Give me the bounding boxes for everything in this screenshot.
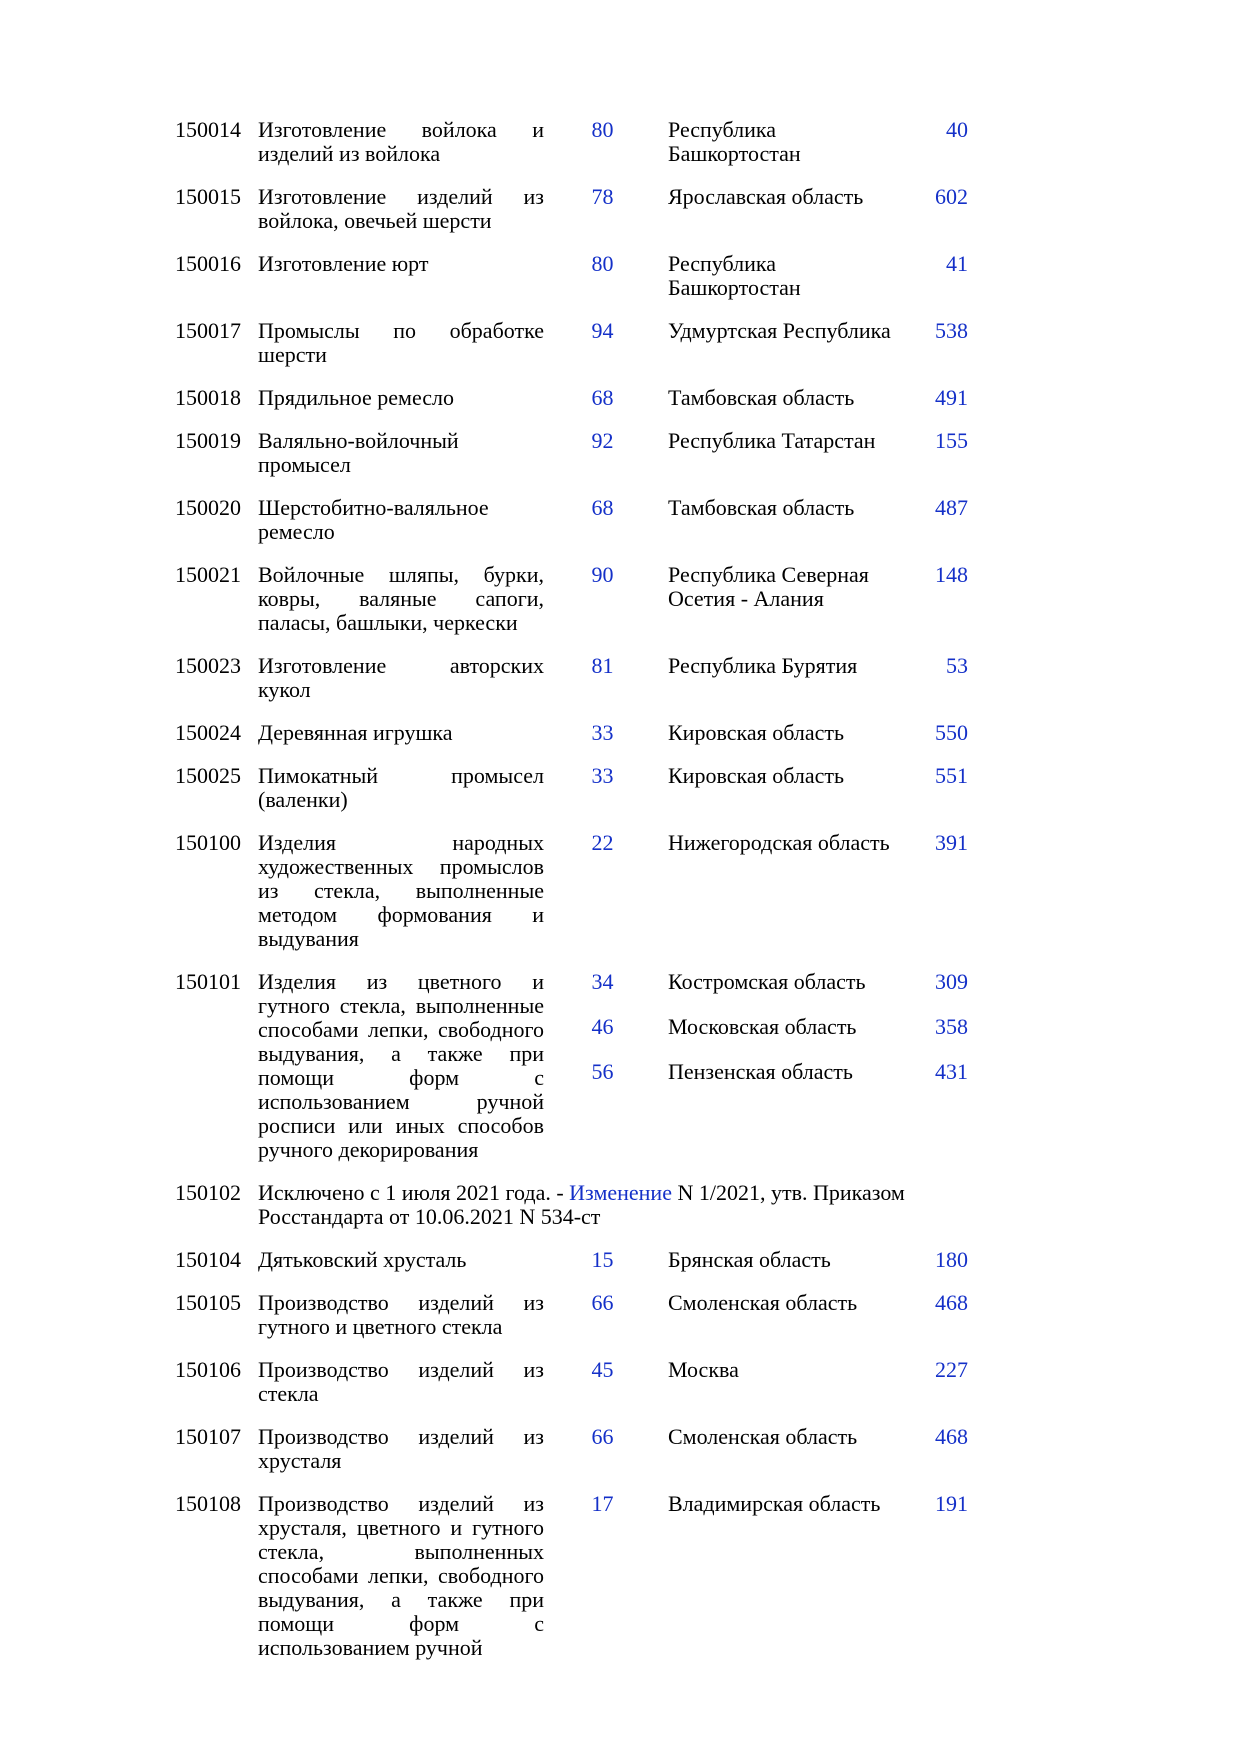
region-name: Брянская область [668,1247,831,1272]
region-entry [544,563,968,611]
region-entry [544,1425,968,1449]
entry-num-link[interactable]: 17 [591,1491,614,1516]
rows-container [175,118,1240,1660]
row-description: Шерстобитно-валяльное ремесло [258,495,489,544]
row-code: 150023 [175,653,241,678]
region-name: Республика Северная Осетия - Алания [668,562,869,611]
row-entries [544,563,968,611]
entry-count-link[interactable]: 155 [935,428,968,453]
region-entry [544,1015,968,1039]
row-code: 150019 [175,428,241,453]
region-name: Республика Татарстан [668,428,876,453]
region-name: Московская область [668,1014,857,1039]
region-entry [544,764,968,788]
row-code: 150106 [175,1357,241,1382]
region-name: Тамбовская область [668,495,855,520]
region-name: Ярославская область [668,184,864,209]
row-description: Промыслы по обработке шерсти [258,318,544,367]
entry-num-link[interactable]: 66 [591,1290,614,1315]
row-description: Изделия из цветного и гутного стекла, выполненные способами лепки, свободного выдувания, а также при помощи форм с использованием ручной росписи или иных способов ручного декорирования [258,969,544,1162]
table-row [175,1248,1240,1272]
row-entries [544,1248,968,1272]
row-description: Деревянная игрушка [258,720,453,745]
region-name: Кировская область [668,720,845,745]
row-entries [544,118,968,166]
row-code: 150020 [175,495,241,520]
entry-num-link[interactable]: 68 [591,385,614,410]
entry-num-link[interactable]: 22 [591,830,614,855]
row-description: Производство изделий из хрусталя, цветного и гутного стекла, выполненных способами лепки, свободного выдувания, а также при помощи форм с использованием ручной [258,1491,544,1660]
row-entries [544,252,968,300]
region-name: Республика Башкортостан [668,117,801,166]
region-entry [544,1248,968,1272]
entry-count-link[interactable]: 391 [935,830,968,855]
table-row-excluded [175,1181,1240,1229]
entry-count-link[interactable]: 191 [935,1491,968,1516]
entry-num-link[interactable]: 92 [591,428,614,453]
row-description: Дятьковский хрусталь [258,1247,467,1272]
region-entry [544,1492,968,1516]
entry-count-link[interactable]: 227 [935,1357,968,1382]
region-name: Москва [668,1357,739,1382]
row-entries [544,1358,968,1382]
row-entries [544,1492,968,1516]
region-entry [544,721,968,745]
table-row [175,1358,1240,1406]
table-row [175,970,1240,1162]
region-entry [544,654,968,678]
region-entry [544,1291,968,1315]
row-code: 150101 [175,969,241,994]
table-row [175,831,1240,951]
row-entries [544,319,968,343]
table-row [175,1425,1240,1473]
table-row [175,386,1240,410]
entry-count-link[interactable]: 491 [935,385,968,410]
note-text [258,1181,1000,1229]
region-name: Республика Бурятия [668,653,858,678]
row-entries [544,1291,968,1315]
entry-count-link[interactable]: 550 [935,720,968,745]
row-description: Изделия народных художественных промыслов из стекла, выполненные методом формования и выдувания [258,830,544,951]
entry-num-link[interactable]: 56 [591,1059,614,1084]
entry-count-link[interactable]: 41 [946,251,968,276]
table-row [175,252,1240,300]
note-segment: N 1/2021, утв. Приказом Росстандарта от 10.06.2021 N 534-ст [258,1180,905,1229]
note-segment: Исключено с 1 июля 2021 года. - [258,1180,570,1205]
entry-count-link[interactable]: 309 [935,969,968,994]
row-code: 150104 [175,1247,241,1272]
region-entry [544,1358,968,1382]
entry-num-link[interactable]: 33 [591,720,614,745]
row-entries [544,386,968,410]
change-link[interactable]: Изменение [569,1180,672,1205]
table-row [175,563,1240,635]
row-entries [544,1425,968,1449]
row-entries [544,831,968,855]
entry-count-link[interactable]: 538 [935,318,968,343]
entry-count-link[interactable]: 358 [935,1014,968,1039]
entry-num-link[interactable]: 66 [591,1424,614,1449]
row-code: 150025 [175,763,241,788]
region-entry [544,429,968,453]
region-name: Смоленская область [668,1424,858,1449]
row-description: Валяльно-войлочный промысел [258,428,459,477]
entry-count-link[interactable]: 487 [935,495,968,520]
row-entries [544,185,968,209]
table-row [175,429,1240,477]
row-code: 150108 [175,1491,241,1516]
table-row [175,319,1240,367]
region-name: Удмуртская Республика [668,318,891,343]
row-code: 150024 [175,720,241,745]
row-entries [544,654,968,678]
region-entry [544,386,968,410]
table-row [175,118,1240,166]
row-entries [544,429,968,453]
row-description: Изготовление изделий из войлока, овечьей шерсти [258,184,544,233]
region-entry [544,252,968,300]
row-code: 150018 [175,385,241,410]
region-name: Нижегородская область [668,830,890,855]
region-entry [544,118,968,166]
region-entry [544,185,968,209]
region-entry [544,1060,968,1084]
entry-count-link[interactable]: 40 [946,117,968,142]
table-row [175,721,1240,745]
entry-count-link[interactable]: 551 [935,763,968,788]
region-name: Пензенская область [668,1059,853,1084]
entry-num-link[interactable]: 94 [591,318,614,343]
region-name: Республика Башкортостан [668,251,801,300]
table-row [175,185,1240,233]
row-code: 150107 [175,1424,241,1449]
row-code: 150015 [175,184,241,209]
table-row [175,764,1240,812]
table-row [175,654,1240,702]
entry-count-link[interactable]: 148 [935,562,968,587]
entry-count-link[interactable]: 431 [935,1059,968,1084]
entry-num-link[interactable]: 15 [591,1247,614,1272]
row-description: Изготовление авторских кукол [258,653,544,702]
entry-count-link[interactable]: 180 [935,1247,968,1272]
region-name: Тамбовская область [668,385,855,410]
row-description: Производство изделий из гутного и цветного стекла [258,1290,544,1339]
entry-num-link[interactable]: 80 [591,117,614,142]
table-row [175,1291,1240,1339]
row-code: 150017 [175,318,241,343]
row-code: 150100 [175,830,241,855]
entry-num-link[interactable]: 34 [591,969,614,994]
region-entry [544,319,968,343]
row-code: 150102 [175,1180,241,1205]
region-entry [544,496,968,520]
row-code: 150014 [175,117,241,142]
entry-num-link[interactable]: 90 [591,562,614,587]
region-entry [544,970,968,994]
table-row [175,1492,1240,1660]
region-name: Кировская область [668,763,845,788]
row-entries [544,496,968,520]
region-entry [544,831,968,855]
row-code: 150016 [175,251,241,276]
row-description: Прядильное ремесло [258,385,455,410]
row-entries [544,970,968,1084]
entry-num-link[interactable]: 45 [591,1357,614,1382]
entry-num-link[interactable]: 46 [591,1014,614,1039]
entry-count-link[interactable]: 468 [935,1290,968,1315]
table-row [175,496,1240,544]
region-name: Костромская область [668,969,866,994]
row-description: Изготовление войлока и изделий из войлока [258,117,544,166]
row-description: Производство изделий из хрусталя [258,1424,544,1473]
entry-num-link[interactable]: 68 [591,495,614,520]
entry-count-link[interactable]: 468 [935,1424,968,1449]
row-entries [544,764,968,788]
row-code: 150021 [175,562,241,587]
row-description: Пимокатный промысел (валенки) [258,763,544,812]
entry-count-link[interactable]: 53 [946,653,968,678]
entry-num-link[interactable]: 33 [591,763,614,788]
row-code: 150105 [175,1290,241,1315]
region-name: Смоленская область [668,1290,858,1315]
entry-num-link[interactable]: 78 [591,184,614,209]
region-name: Владимирская область [668,1491,881,1516]
row-description: Изготовление юрт [258,251,429,276]
entry-num-link[interactable]: 80 [591,251,614,276]
entry-num-link[interactable]: 81 [591,653,614,678]
entry-count-link[interactable]: 602 [935,184,968,209]
row-entries [544,721,968,745]
row-description: Войлочные шляпы, бурки, ковры, валяные сапоги, паласы, башлыки, черкески [258,562,544,635]
row-description: Производство изделий из стекла [258,1357,544,1406]
